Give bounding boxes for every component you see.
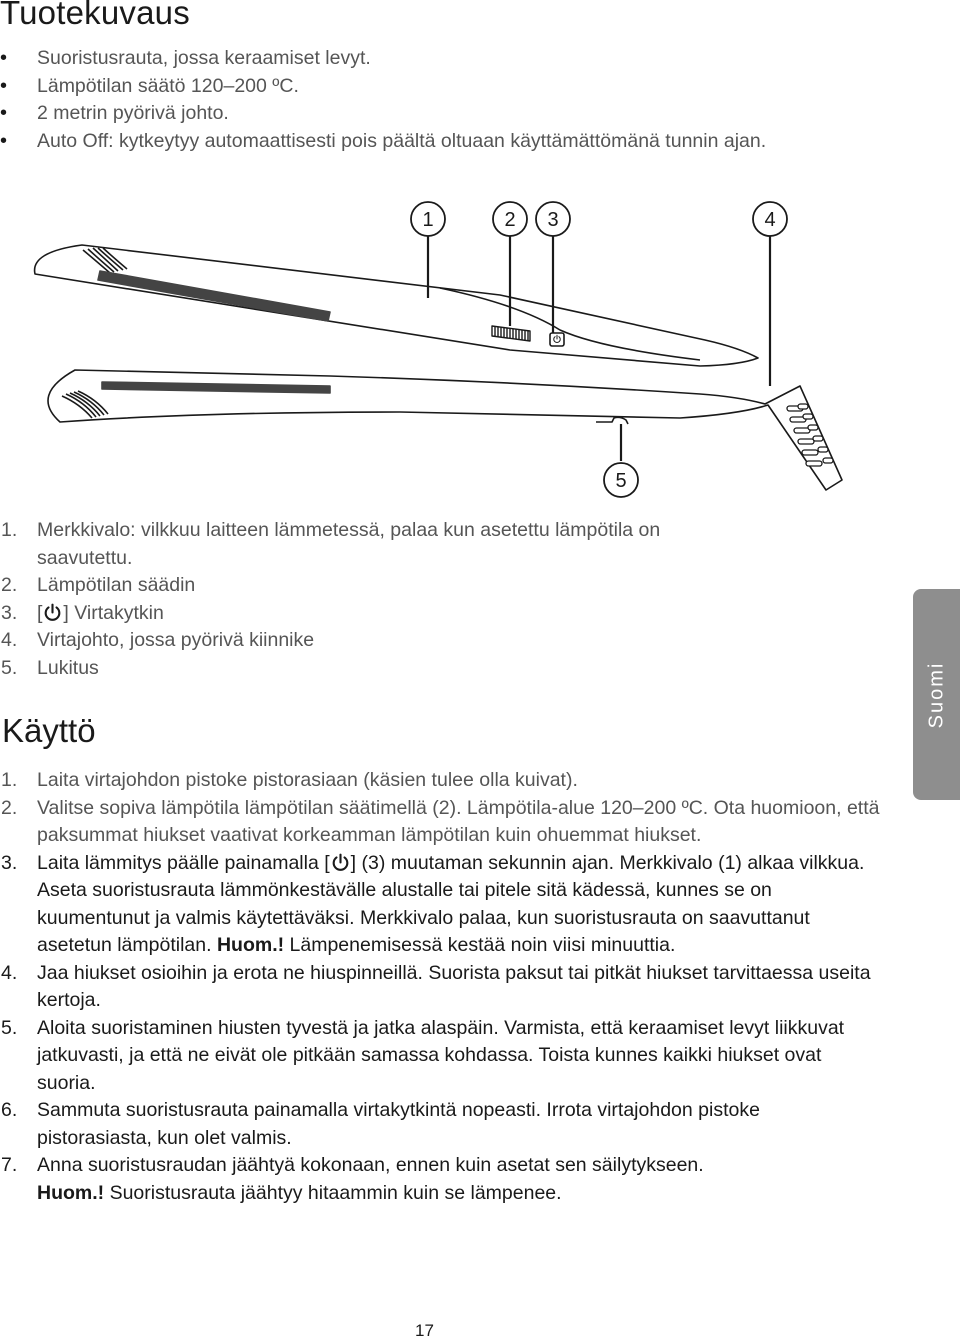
power-icon [330, 852, 351, 873]
step-item [0, 960, 880, 1015]
legend-number: 4. [1, 629, 18, 651]
step-text: Aloita suoristaminen hiusten tyvestä ja jatka alaspäin. Varmista, että keraamiset levyt liikkuvat jatkuvasti, ja että ne eivät ole pitkään samassa kohdassa. Toista kunnes kaikki hiukset ovat suoria. [37, 1016, 845, 1094]
step-number: 3. [1, 851, 18, 874]
legend-text: ] Virtakytkin [63, 601, 164, 624]
feature-list [0, 45, 800, 155]
step-text: ] (3) muutaman sekunnin ajan. Merkkivalo (1) alkaa vilkkua. Aseta suoristusrauta lämmönkestävälle alustalle tai pitele sitä kädessä, kunnes se on kuumentunut ja valmis käytettäväksi. Merkkivalo palaa, kun suoristusrauta on saavuttanut asetetun lämpötilan. [37, 851, 865, 956]
legend-text: [ [37, 601, 43, 624]
feature-item: • Auto Off: kytkeytyy automaattisesti pois päältä oltuaan käyttämättömänä tunnin ajan. [0, 128, 800, 156]
legend-number: 1. [1, 519, 18, 541]
feature-item: • 2 metrin pyörivä johto. [0, 100, 800, 128]
step-number: 7. [1, 1154, 18, 1176]
language-tab-label: Suomi [925, 661, 947, 728]
callout-label: 4 [764, 209, 776, 231]
step-text: Jaa hiukset osioihin ja erota ne hiuspinneillä. Suorista paksut tai pitkät hiukset tarvittaessa useita kertoja. [37, 961, 871, 1011]
step-text: Valitse sopiva lämpötila lämpötilan säätimellä (2). Lämpötila-alue 120–200 ºC. Ota huomioon, että paksummat hiukset vaativat korkeamman lämpötilan kuin ohuemmat hiukset. [37, 796, 880, 846]
legend-text: Lämpötilan säädin [37, 574, 196, 596]
step-text: Lämpenemisessä kestää noin viisi minuuttia. [284, 934, 676, 956]
callout-label: 5 [615, 470, 627, 492]
step-item [0, 1097, 880, 1152]
page-title: Tuotekuvaus [0, 0, 190, 31]
step-item [0, 1152, 880, 1207]
step-number: 5. [1, 1016, 18, 1039]
step-number: 1. [1, 769, 18, 791]
feature-item: • Suoristusrauta, jossa keraamiset levyt. [0, 45, 800, 73]
step-item [0, 1015, 880, 1098]
legend-item [0, 600, 760, 628]
legend-text: Virtajohto, jossa pyörivä kiinnike [37, 629, 315, 651]
callout-label: 2 [504, 209, 516, 231]
legend-item [0, 655, 760, 683]
callout-label: 3 [547, 209, 559, 231]
step-text: Anna suoristusraudan jäähtyä kokonaan, ennen kuin asetat sen säilytykseen. [37, 1154, 704, 1176]
legend-item [0, 517, 760, 572]
legend-text: Lukitus [37, 656, 99, 679]
step-text: Sammuta suoristusrauta painamalla virtakytkintä nopeasti. Irrota virtajohdon pistoke pistorasiasta, kun olet valmis. [37, 1099, 760, 1149]
note-label: Huom.! [37, 1181, 105, 1204]
step-text: Laita lämmitys päälle painamalla [ [37, 851, 330, 874]
note-label: Huom.! [216, 934, 285, 956]
page-number: 17 [415, 1321, 434, 1340]
step-item [0, 850, 880, 960]
step-number: 6. [1, 1099, 18, 1121]
step-item [0, 795, 880, 850]
callout-label: 1 [422, 209, 434, 231]
legend-item [0, 627, 760, 655]
legend-number: 5. [1, 656, 18, 679]
step-item [0, 767, 880, 795]
legend-number: 3. [1, 601, 18, 624]
legend-number: 2. [1, 574, 18, 596]
power-icon [42, 602, 63, 623]
feature-item: • Lämpötilan säätö 120–200 ºC. [0, 73, 800, 101]
usage-steps [0, 767, 880, 1207]
parts-legend [0, 517, 760, 682]
step-text: Suoristusrauta jäähtyy hitaammin kuin se lämpenee. [104, 1181, 562, 1204]
step-text: Laita virtajohdon pistoke pistorasiaan (käsien tulee olla kuivat). [37, 769, 578, 791]
hair-straightener-diagram [0, 190, 880, 500]
usage-title: Käyttö [2, 712, 96, 749]
step-number: 4. [1, 961, 18, 984]
legend-item [0, 572, 760, 600]
step-number: 2. [1, 796, 18, 819]
language-tab [913, 589, 960, 800]
legend-text: Merkkivalo: vilkkuu laitteen lämmetessä, palaa kun asetettu lämpötila on saavutettu. [37, 519, 661, 569]
